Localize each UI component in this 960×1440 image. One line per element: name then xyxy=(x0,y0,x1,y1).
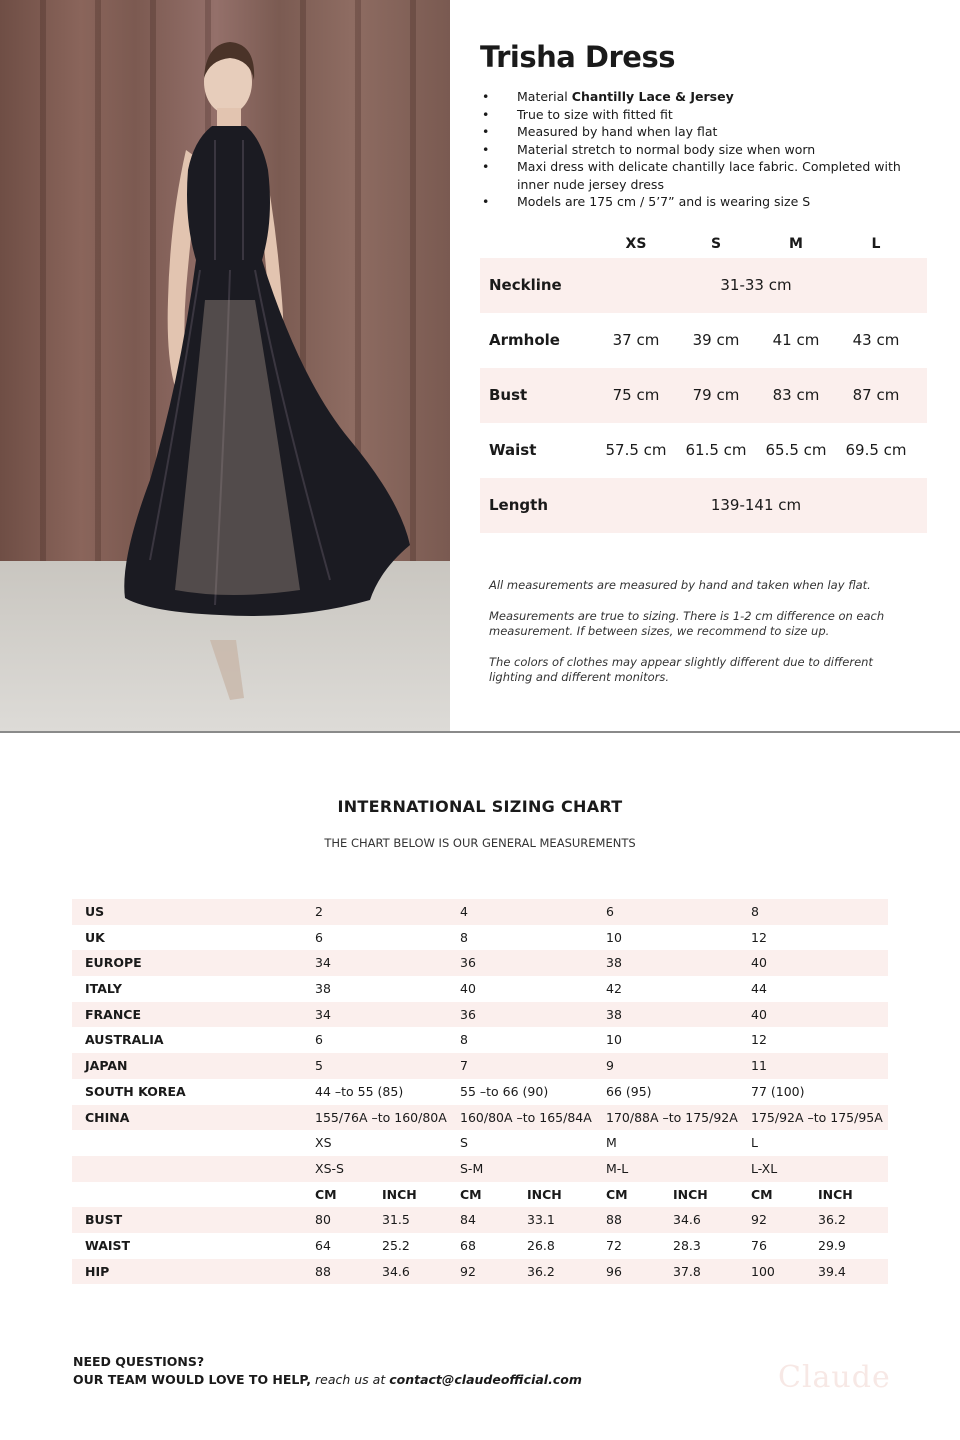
table-cell: 8 xyxy=(460,929,468,945)
table-cell: 36.2 xyxy=(527,1263,555,1279)
size-row-armhole: Armhole 37 cm 39 cm 41 cm 43 cm xyxy=(489,331,900,349)
table-cell: 11 xyxy=(751,1058,767,1074)
table-cell: 33.1 xyxy=(527,1212,555,1228)
table-cell: 31.5 xyxy=(382,1212,410,1228)
table-cell: 40 xyxy=(751,1006,767,1022)
row-label: WAIST xyxy=(85,1237,131,1253)
table-cell: INCH xyxy=(527,1186,562,1202)
table-cell: INCH xyxy=(673,1186,708,1202)
size-header-l: L xyxy=(871,236,881,252)
table-cell: 8 xyxy=(751,904,759,919)
table-cell: 36 xyxy=(460,1006,476,1022)
table-cell: 29.9 xyxy=(818,1237,846,1253)
detail-item-material: • Material Chantilly Lace & Jersey xyxy=(480,88,920,106)
model-figure xyxy=(0,0,450,731)
table-cell: 28.3 xyxy=(673,1237,701,1253)
table-cell: 155/76A –to 160/80A xyxy=(315,1109,447,1125)
table-cell: 100 xyxy=(751,1263,775,1279)
section-divider xyxy=(0,731,960,733)
table-cell: CM xyxy=(751,1186,773,1202)
table-cell: 34 xyxy=(315,1006,331,1022)
size-row-bust: Bust 75 cm 79 cm 83 cm 87 cm xyxy=(480,368,927,423)
intl-measure-row xyxy=(72,1233,888,1259)
row-label: UK xyxy=(85,929,105,945)
table-cell: 4 xyxy=(460,904,468,919)
table-cell: 12 xyxy=(751,929,767,945)
table-cell: 76 xyxy=(751,1237,767,1253)
note: The colors of clothes may appear slightly different due to different lighting and different monitors. xyxy=(489,654,873,684)
size-header-s: S xyxy=(710,236,722,252)
table-cell: 26.8 xyxy=(527,1237,555,1253)
table-cell: XS-S xyxy=(315,1160,344,1176)
table-cell: 42 xyxy=(606,981,622,997)
table-cell: 6 xyxy=(606,904,614,919)
row-label: SOUTH KOREA xyxy=(85,1083,186,1099)
table-cell: 92 xyxy=(751,1212,767,1228)
table-cell: 8 xyxy=(460,1032,468,1048)
intl-row xyxy=(72,1130,888,1156)
table-cell: 160/80A –to 165/84A xyxy=(460,1109,592,1125)
table-cell: 34.6 xyxy=(382,1263,410,1279)
table-cell: 64 xyxy=(315,1237,331,1253)
row-label: AUSTRALIA xyxy=(85,1032,164,1048)
table-cell: 6 xyxy=(315,929,323,945)
intl-row xyxy=(72,1027,888,1053)
table-cell: CM xyxy=(460,1186,482,1202)
intl-measure-row xyxy=(72,1259,888,1285)
size-table xyxy=(480,228,927,533)
table-cell: 175/92A –to 175/95A xyxy=(751,1109,883,1125)
product-photo xyxy=(0,0,450,731)
table-cell: 2 xyxy=(315,904,323,919)
table-cell: S xyxy=(460,1135,468,1151)
table-cell: 55 –to 66 (90) xyxy=(460,1083,549,1099)
table-cell: L-XL xyxy=(751,1160,778,1176)
product-details-list xyxy=(480,88,920,211)
intl-row xyxy=(72,1053,888,1079)
table-cell: 12 xyxy=(751,1032,767,1048)
detail-item: • Material stretch to normal body size when worn xyxy=(480,141,920,159)
detail-item: • Models are 175 cm / 5’7” and is wearing size S xyxy=(480,193,920,211)
table-cell: 80 xyxy=(315,1212,331,1228)
material-value: Chantilly Lace & Jersey xyxy=(571,89,734,104)
table-cell: 40 xyxy=(751,955,767,971)
table-cell: 96 xyxy=(606,1263,622,1279)
footer-question: NEED QUESTIONS? xyxy=(73,1354,205,1369)
table-cell: L xyxy=(751,1135,758,1151)
contact-footer xyxy=(73,1353,582,1389)
table-cell: S-M xyxy=(460,1160,484,1176)
intl-measure-row xyxy=(72,1207,888,1233)
table-cell: INCH xyxy=(818,1186,853,1202)
row-label: FRANCE xyxy=(85,1006,142,1022)
detail-item: • True to size with fitted fit xyxy=(480,106,920,124)
detail-item: • Maxi dress with delicate chantilly lace fabric. Completed with inner nude jersey dress xyxy=(480,158,920,193)
table-cell: 34 xyxy=(315,955,331,971)
size-row-waist: Waist 57.5 cm 61.5 cm 65.5 cm 69.5 cm xyxy=(489,441,907,459)
table-cell: 66 (95) xyxy=(606,1083,652,1099)
intl-sizing-table xyxy=(72,899,888,1284)
table-cell: 25.2 xyxy=(382,1237,410,1253)
table-cell: 34.6 xyxy=(673,1212,701,1228)
row-label: BUST xyxy=(85,1212,123,1228)
table-cell: 68 xyxy=(460,1237,476,1253)
table-cell: INCH xyxy=(382,1186,417,1202)
row-label: US xyxy=(85,904,105,919)
table-cell: 88 xyxy=(315,1263,331,1279)
note: All measurements are measured by hand and taken when lay flat. xyxy=(489,578,871,592)
contact-email-link[interactable]: contact@claudeofficial.com xyxy=(389,1372,582,1387)
row-label: EUROPE xyxy=(85,955,142,971)
table-cell: 72 xyxy=(606,1237,622,1253)
row-label: CHINA xyxy=(85,1109,130,1125)
table-cell: 9 xyxy=(606,1058,614,1074)
table-cell: 38 xyxy=(315,981,331,997)
table-cell: 7 xyxy=(460,1058,468,1074)
table-cell: 88 xyxy=(606,1212,622,1228)
table-cell: 38 xyxy=(606,955,622,971)
footer-contact-line: OUR TEAM WOULD LOVE TO HELP, reach us at contact@claudeofficial.com xyxy=(73,1372,582,1387)
detail-item: • Measured by hand when lay flat xyxy=(480,123,920,141)
table-cell: 10 xyxy=(606,1032,622,1048)
table-cell: 38 xyxy=(606,1006,622,1022)
table-cell: 40 xyxy=(460,981,476,997)
measurement-notes xyxy=(489,578,909,701)
table-cell: 10 xyxy=(606,929,622,945)
table-cell: M-L xyxy=(606,1160,629,1176)
intl-row xyxy=(72,950,888,976)
table-cell: 44 xyxy=(751,981,767,997)
table-cell: 6 xyxy=(315,1032,323,1048)
intl-row xyxy=(72,1079,888,1105)
table-cell: 92 xyxy=(460,1263,476,1279)
intl-row xyxy=(72,1156,888,1182)
table-cell: 37.8 xyxy=(673,1263,701,1279)
table-cell: 5 xyxy=(315,1058,323,1074)
row-label: JAPAN xyxy=(85,1058,128,1074)
size-header-xs: XS xyxy=(625,236,647,252)
table-cell: M xyxy=(606,1135,617,1151)
size-row-length: Length 139-141 cm xyxy=(480,478,927,533)
intl-chart-title: INTERNATIONAL SIZING CHART xyxy=(337,797,623,816)
intl-row xyxy=(72,976,888,1002)
intl-row xyxy=(72,1105,888,1131)
table-cell: 170/88A –to 175/92A xyxy=(606,1109,738,1125)
table-cell: 36.2 xyxy=(818,1212,846,1228)
table-cell: 84 xyxy=(460,1212,476,1228)
row-label: ITALY xyxy=(85,981,122,997)
intl-row xyxy=(72,1002,888,1028)
table-cell: CM xyxy=(606,1186,628,1202)
table-cell: XS xyxy=(315,1135,332,1151)
table-cell: 39.4 xyxy=(818,1263,846,1279)
intl-chart-subtitle: THE CHART BELOW IS OUR GENERAL MEASUREMENTS xyxy=(324,836,636,850)
table-cell: 77 (100) xyxy=(751,1083,805,1099)
size-header-m: M xyxy=(789,236,803,252)
product-title: Trisha Dress xyxy=(480,40,675,74)
table-cell: CM xyxy=(315,1186,337,1202)
intl-row xyxy=(72,925,888,951)
table-cell: 36 xyxy=(460,955,476,971)
brand-logo: Claude xyxy=(778,1360,891,1395)
size-header-row xyxy=(480,228,927,258)
row-label: HIP xyxy=(85,1263,110,1279)
size-row-neckline: Neckline 31-33 cm xyxy=(480,258,927,313)
note: Measurements are true to sizing. There is 1-2 cm difference on each measurement. If between sizes, we recommend to size up. xyxy=(489,608,885,638)
table-cell: 44 –to 55 (85) xyxy=(315,1083,404,1099)
intl-unit-header-row xyxy=(72,1182,888,1208)
intl-row xyxy=(72,899,888,925)
